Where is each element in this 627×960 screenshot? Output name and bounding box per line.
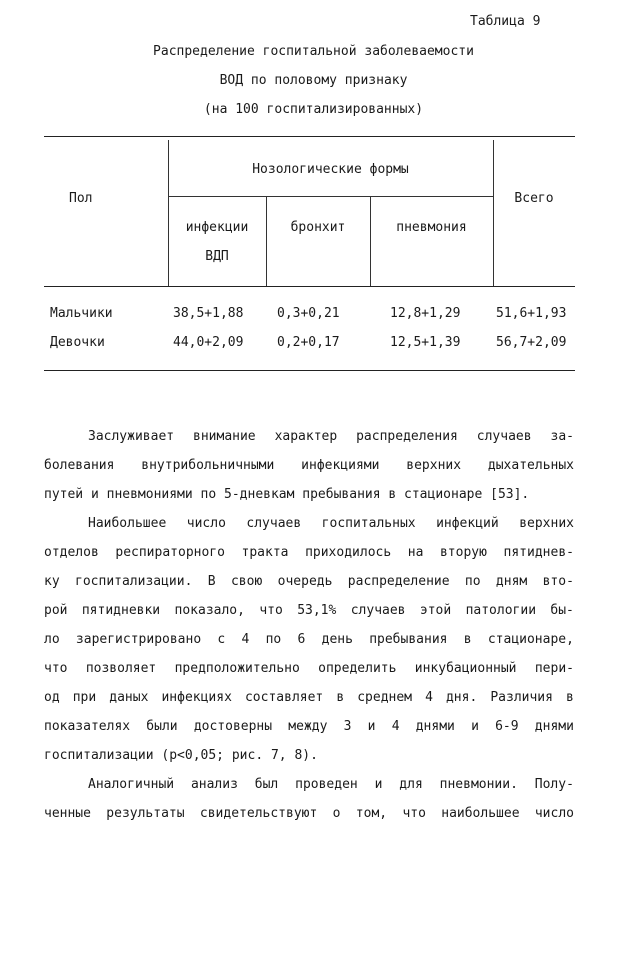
table-label: Таблица 9 [470, 14, 541, 29]
text-line: болевания внутрибольничными инфекциями верхних дыхательных [44, 458, 574, 473]
table-bottom-rule [44, 370, 575, 371]
row-sex: Мальчики [50, 306, 113, 321]
header-infections-line-1: инфекции [185, 220, 249, 235]
cell-total: 56,7+2,09 [496, 335, 567, 350]
text-line: од при даных инфекциях составляет в среднем 4 дня. Различия в [44, 690, 574, 705]
header-infections-line-2: ВДП [205, 249, 229, 264]
paragraph [44, 770, 574, 828]
cell-bronchitis: 0,3+0,21 [277, 306, 340, 321]
group-header-underline [168, 196, 493, 197]
cell-pneumonia: 12,5+1,39 [390, 335, 461, 350]
column-divider-bronchitis [370, 196, 371, 286]
cell-bronchitis: 0,2+0,17 [277, 335, 340, 350]
column-divider-right [493, 140, 494, 286]
paragraph [44, 422, 574, 509]
paragraph [44, 509, 574, 770]
text-line: рой пятидневки показало, что 53,1% случаев этой патологии бы- [44, 603, 574, 618]
text-line: путей и пневмониями по 5-дневкам пребывания в стационаре [53]. [44, 487, 530, 502]
cell-total: 51,6+1,93 [496, 306, 567, 321]
header-nosological-forms: Нозологические формы [252, 162, 409, 177]
header-sex: Пол [69, 191, 93, 206]
header-total: Всего [514, 191, 554, 206]
table-title-line-2: ВОД по половому признаку [219, 73, 408, 88]
text-line: ку госпитализации. В свою очередь распределение по дням вто- [44, 574, 574, 589]
text-line: Наибольшее число случаев госпитальных инфекций верхних [88, 516, 574, 531]
text-line: что позволяет предположительно определить инкубационный пери- [44, 661, 574, 676]
table-title-line-3: (на 100 госпитализированных) [203, 102, 424, 117]
table-header-bottom-rule [44, 286, 575, 287]
table-title-line-1: Распределение госпитальной заболеваемости [153, 44, 474, 59]
text-line: ло зарегистрировано с 4 по 6 день пребывания в стационаре, [44, 632, 574, 647]
header-pneumonia: пневмония [396, 220, 467, 235]
row-sex: Девочки [50, 335, 105, 350]
header-bronchitis: бронхит [290, 220, 346, 235]
text-line: отделов респираторного тракта приходилось на вторую пятиднев- [44, 545, 574, 560]
text-line: Заслуживает внимание характер распределения случаев за- [88, 429, 574, 444]
text-line: показателях были достоверны между 3 и 4 днями и 6-9 днями [44, 719, 574, 734]
table-top-rule [44, 136, 575, 137]
text-line: ченные результаты свидетельствуют о том, что наибольшее число [44, 806, 574, 821]
text-line: госпитализации (р<0,05; рис. 7, 8). [44, 748, 318, 763]
cell-pneumonia: 12,8+1,29 [390, 306, 461, 321]
cell-infections: 38,5+1,88 [173, 306, 244, 321]
column-divider-infections [266, 196, 267, 286]
cell-infections: 44,0+2,09 [173, 335, 244, 350]
text-line: Аналогичный анализ был проведен и для пневмонии. Полу- [88, 777, 574, 792]
